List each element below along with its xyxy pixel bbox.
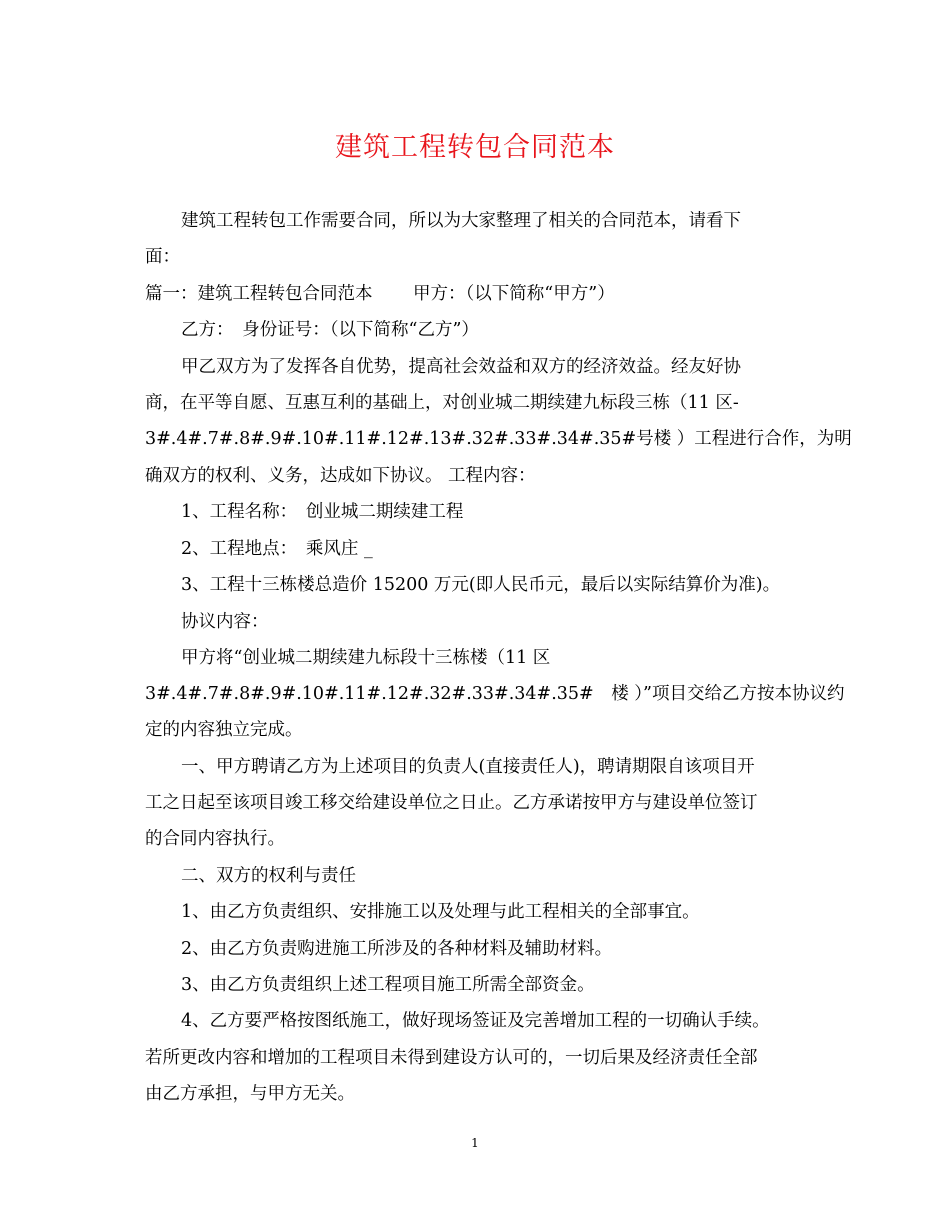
paragraph-line: 甲方将“创业城二期续建九标段十三栋楼（11 区 xyxy=(181,648,551,668)
paragraph-line: 协议内容： xyxy=(181,612,269,632)
paragraph-line: 3、工程十三栋楼总造价 15200 万元(即人民币元，最后以实际结算价为准)。 xyxy=(181,575,781,595)
paragraph-line: 1、工程名称： 创业城二期续建工程 xyxy=(181,502,464,522)
paragraph-line: 商，在平等自愿、互惠互利的基础上，对创业城二期续建九标段三栋（11 区- xyxy=(145,393,739,413)
paragraph-line: 2、由乙方负责购进施工所涉及的各种材料及辅助材料。 xyxy=(181,939,613,959)
paragraph-line: 3#.4#.7#.8#.9#.10#.11#.12#.13#.32#.33#.34#.35#号楼 ）工程进行合作，为明 xyxy=(145,429,852,449)
paragraph-line: 二、双方的权利与责任 xyxy=(181,866,356,886)
paragraph-line: 定的内容独立完成。 xyxy=(145,720,303,740)
paragraph-line: 4、乙方要严格按图纸施工，做好现场签证及完善增加工程的一切确认手续。 xyxy=(181,1011,770,1031)
paragraph-line: 工之日起至该项目竣工移交给建设单位之日止。乙方承诺按甲方与建设单位签订 xyxy=(145,793,758,813)
paragraph-line: 一、甲方聘请乙方为上述项目的负责人(直接责任人)，聘请期限自该项目开 xyxy=(181,757,755,777)
paragraph-line: 3、由乙方负责组织上述工程项目施工所需全部资金。 xyxy=(181,975,595,995)
paragraph-line: 由乙方承担，与甲方无关。 xyxy=(145,1084,355,1104)
paragraph-line: 1、由乙方负责组织、安排施工以及处理与此工程相关的全部事宜。 xyxy=(181,902,700,922)
document-title: 建筑工程转包合同范本 xyxy=(335,132,615,163)
paragraph-line: 若所更改内容和增加的工程项目未得到建设方认可的，一切后果及经济责任全部 xyxy=(145,1048,758,1068)
paragraph-line: 的合同内容执行。 xyxy=(145,829,285,849)
paragraph-line: 建筑工程转包工作需要合同，所以为大家整理了相关的合同范本，请看下 xyxy=(181,211,741,231)
paragraph-line: 篇一：建筑工程转包合同范本 甲方：（以下简称“甲方”） xyxy=(145,284,615,304)
paragraph-line: 甲乙双方为了发挥各自优势，提高社会效益和双方的经济效益。经友好协 xyxy=(181,357,741,377)
paragraph-line: 确双方的权利、义务，达成如下协议。 工程内容： xyxy=(145,466,536,486)
paragraph-line: 3#.4#.7#.8#.9#.10#.11#.12#.32#.33#.34#.35# 楼 ）”项目交给乙方按本协议约 xyxy=(145,684,845,704)
paragraph-line: 乙方： 身份证号：（以下简称“乙方”） xyxy=(181,320,479,340)
page-number: 1 xyxy=(471,1136,479,1150)
paragraph-line: 2、工程地点： 乘风庄 _ xyxy=(181,539,373,559)
paragraph-line: 面： xyxy=(145,247,180,267)
